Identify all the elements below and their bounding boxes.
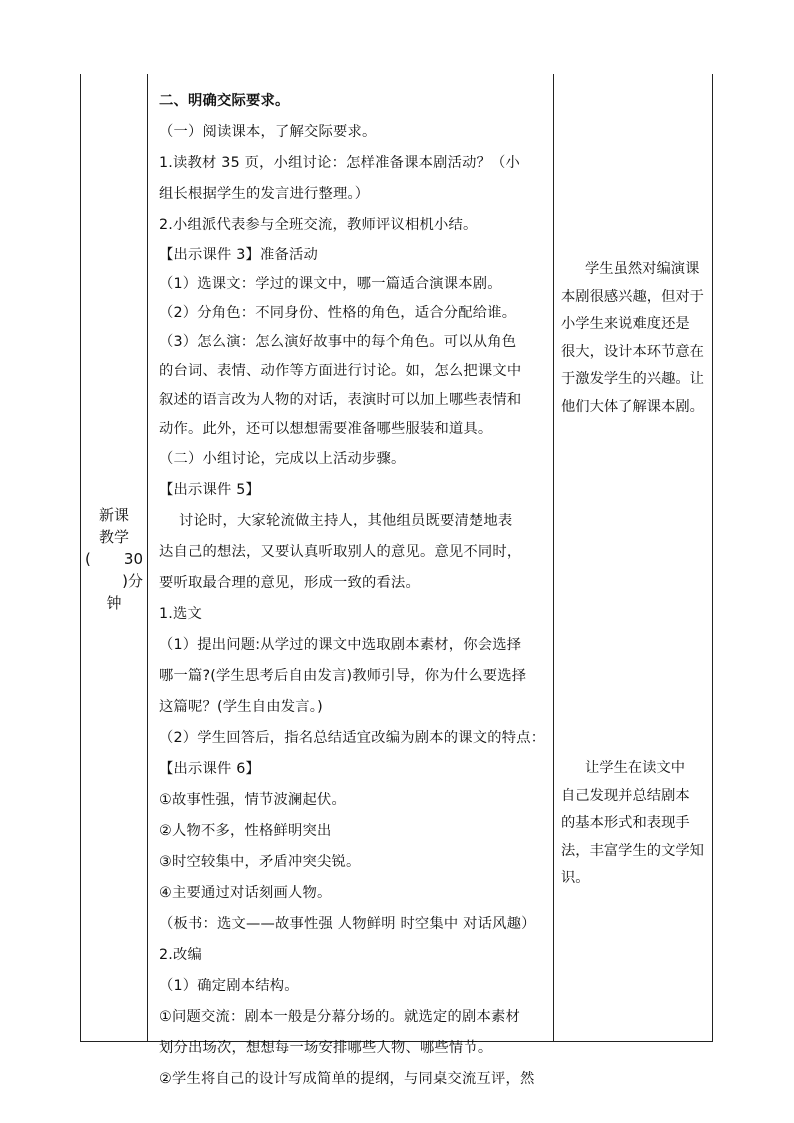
content-line: 动作。此外，还可以想想需要准备哪些服装和道具。 (159, 421, 493, 437)
content-line: 要听取最合理的意见，形成一致的看法。 (159, 575, 420, 591)
content-line: （3）怎么演：怎么演好故事中的每个角色。可以从角色 (159, 334, 517, 350)
column-divider-left (147, 74, 148, 1041)
content-line: 【出示课件 3】准备活动 (159, 247, 319, 263)
design-note-1 (555, 256, 713, 421)
content-line: （1）提出问题:从学过的课文中选取剧本素材，你会选择 (159, 637, 522, 653)
duration-unit: )分 (122, 572, 143, 590)
content-line: 划分出场次，想想每一场安排哪些人物、哪些情节。 (159, 1040, 493, 1056)
section-label-line: 钟 (106, 594, 122, 612)
note-line: 自己发现并总结剧本 (561, 787, 690, 804)
content-line: （板书：选文——故事性强 人物鲜明 时空集中 对话风趣） (159, 916, 536, 932)
content-line: ③时空较集中，矛盾冲突尖锐。 (159, 854, 361, 870)
content-line: 讨论时，大家轮流做主持人，其他组员既要清楚地表 (179, 513, 513, 529)
note-line: 很大，设计本环节意在 (561, 343, 704, 360)
section-label-line: 教学 (98, 528, 129, 546)
note-line: 他们大体了解课本剧。 (561, 398, 704, 415)
content-line: 【出示课件 6】 (159, 761, 261, 777)
note-line: 本剧很感兴趣，但对于 (561, 288, 704, 305)
content-line: ②学生将自己的设计写成简单的提纲，与同桌交流互评，然 (159, 1071, 535, 1087)
content-line: 这篇呢？(学生自由发言。) (159, 699, 323, 715)
duration-minutes: 30 (123, 550, 143, 568)
section-heading: 二、明确交际要求。 (159, 93, 290, 109)
content-line: 达自己的想法，又要认真听取别人的意见。意见不同时， (159, 544, 522, 560)
note-line: 识。 (561, 870, 590, 886)
content-line: ②人物不多，性格鲜明突出 (159, 823, 332, 839)
content-line: 的台词、表情、动作等方面进行讨论。如，怎么把课文中 (159, 363, 522, 379)
note-line: 法，丰富学生的文学知 (561, 842, 704, 859)
content-line: ①故事性强，情节波澜起伏。 (159, 792, 346, 808)
content-line: 叙述的语言改为人物的对话，表演时可以加上哪些表情和 (159, 392, 522, 408)
content-line: 组长根据学生的发言进行整理。） (159, 186, 370, 202)
content-line: （1）选课文：学过的课文中，哪一篇适合演课本剧。 (159, 276, 502, 292)
content-line: ①问题交流：剧本一般是分幕分场的。就选定的剧本素材 (159, 1009, 520, 1025)
lesson-table (80, 74, 713, 1087)
content-line: （一）阅读课本，了解交际要求。 (159, 124, 377, 140)
content-line: 2.小组派代表参与全班交流，教师评议相机小结。 (159, 217, 478, 233)
note-line: 学生虽然对编演课 (585, 261, 700, 277)
section-label-line: 新课 (98, 506, 129, 524)
content-line: （2）分角色：不同身份、性格的角色，适合分配给谁。 (159, 305, 517, 321)
content-line: （2）学生回答后，指名总结适宜改编为剧本的课文的特点： (159, 730, 546, 746)
content-line: 1.读教材 35 页，小组讨论：怎样准备课本剧活动？（小 (159, 155, 521, 171)
note-line: 让学生在读文中 (585, 760, 686, 776)
content-line: 1.选文 (159, 606, 203, 622)
teaching-content-cell (149, 86, 552, 1095)
content-line: （二）小组讨论，完成以上活动步骤。 (159, 451, 406, 467)
note-line: 的基本形式和表现手 (561, 815, 690, 831)
note-line: 小学生来说难度还是 (561, 316, 690, 332)
design-note-2 (555, 755, 713, 893)
content-line: 2.改编 (159, 947, 203, 963)
column-divider-right (553, 74, 554, 1041)
content-line: 【出示课件 5】 (159, 482, 261, 498)
paren-open: ( (85, 550, 91, 568)
content-line: ④主要通过对话刻画人物。 (159, 885, 332, 901)
section-label-cell (81, 504, 147, 614)
note-line: 于激发学生的兴趣。让 (561, 371, 704, 387)
duration-row (81, 548, 147, 570)
content-line: 哪一篇?(学生思考后自由发言)教师引导，你为什么要选择 (159, 668, 527, 684)
content-line: （1）确定剧本结构。 (159, 978, 299, 994)
